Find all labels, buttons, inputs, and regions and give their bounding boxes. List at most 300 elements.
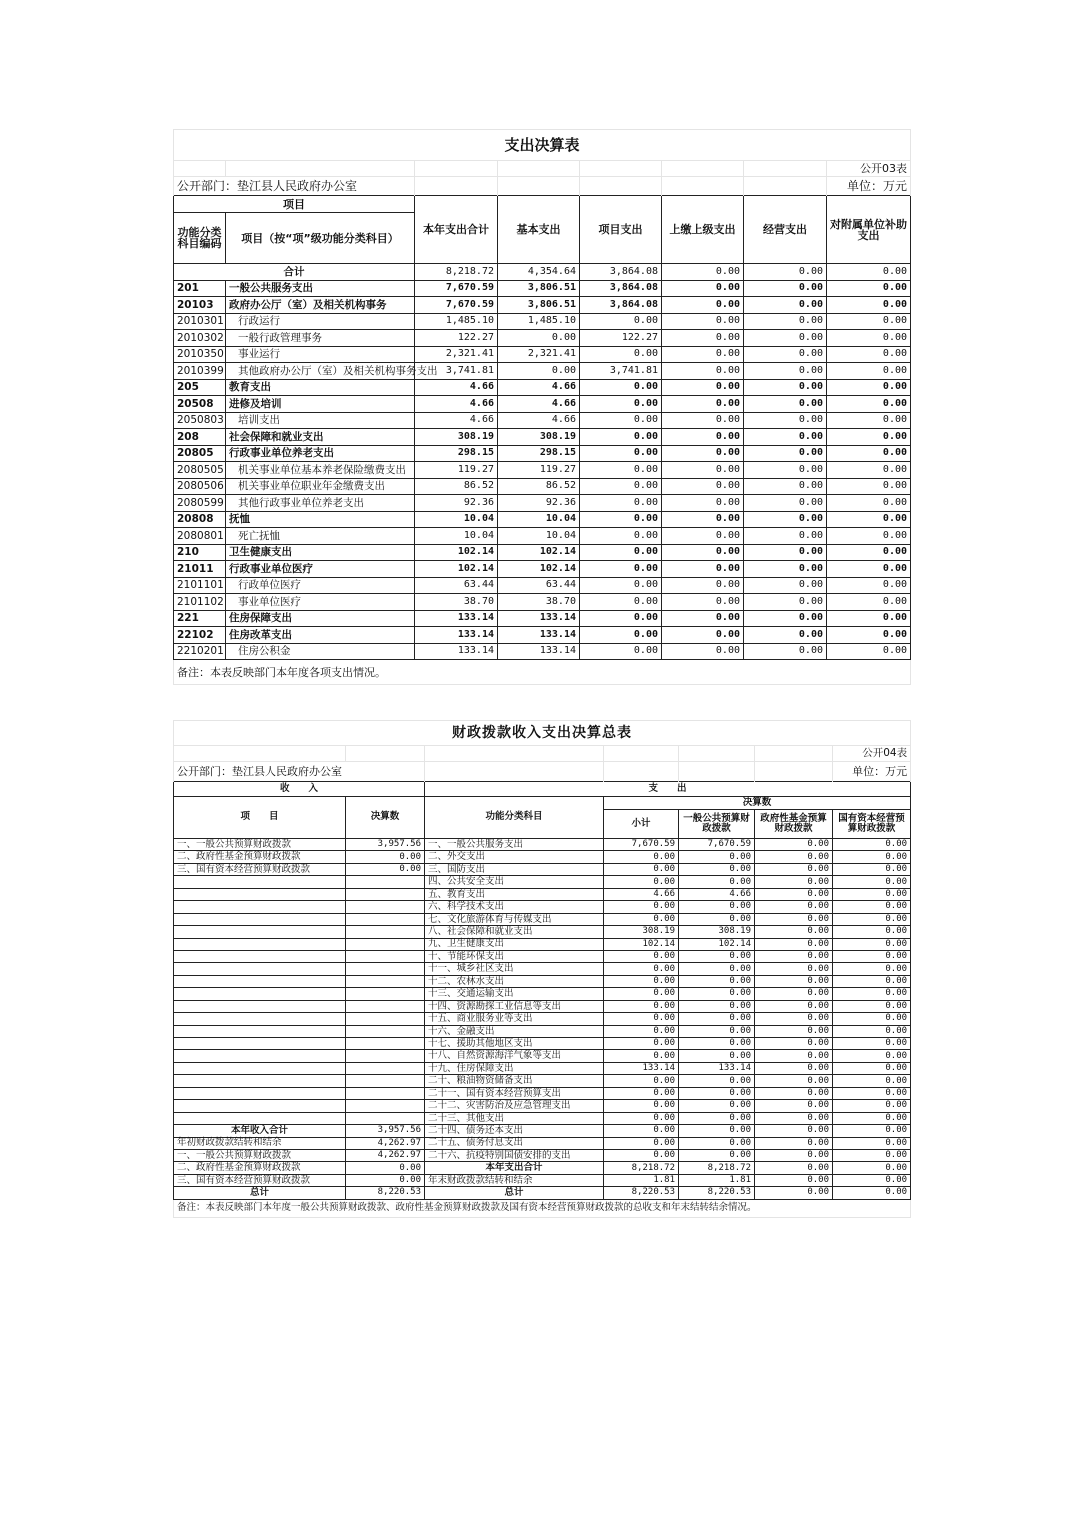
income-item — [174, 1038, 346, 1050]
row-value: 102.14 — [415, 544, 498, 561]
row-value: 0.00 — [827, 396, 911, 413]
table-row — [174, 1174, 911, 1186]
function-item: 二十三、其他支出 — [425, 1112, 604, 1124]
table-row — [174, 1025, 911, 1037]
header-final: 决算数 — [604, 797, 911, 810]
expense-value: 0.00 — [755, 1013, 833, 1025]
expense-value: 0.00 — [833, 963, 911, 975]
row-value: 0.00 — [827, 379, 911, 396]
income-amount — [346, 1000, 425, 1012]
header-code: 功能分类科目编码 — [174, 213, 226, 264]
row-code: 22102 — [174, 627, 226, 644]
income-item — [174, 1050, 346, 1062]
row-name: 行政运行 — [226, 313, 415, 330]
row-name: 行政事业单位医疗 — [226, 561, 415, 578]
row-value: 0.00 — [580, 577, 662, 594]
row-value: 0.00 — [662, 495, 744, 512]
row-value: 0.00 — [827, 330, 911, 347]
expense-value: 0.00 — [833, 1075, 911, 1087]
expense-value: 0.00 — [833, 1050, 911, 1062]
row-value: 102.14 — [498, 561, 580, 578]
row-name: 行政单位医疗 — [226, 577, 415, 594]
expenditure-table — [173, 129, 911, 685]
table-row — [174, 1112, 911, 1124]
header-subtotal: 小计 — [604, 810, 679, 839]
table-row — [174, 577, 911, 594]
row-name: 其他行政事业单位养老支出 — [226, 495, 415, 512]
expense-value: 0.00 — [679, 851, 755, 863]
expense-value: 0.00 — [833, 1174, 911, 1186]
expense-value: 0.00 — [755, 988, 833, 1000]
function-item: 二十、粮油物资储备支出 — [425, 1075, 604, 1087]
row-value: 0.00 — [744, 346, 827, 363]
total-value: 0.00 — [744, 264, 827, 281]
expense-value: 0.00 — [755, 1038, 833, 1050]
table-row — [174, 1100, 911, 1112]
expense-value: 0.00 — [679, 1038, 755, 1050]
income-amount — [346, 1050, 425, 1062]
expense-value: 0.00 — [755, 1000, 833, 1012]
expense-value: 0.00 — [755, 926, 833, 938]
row-code: 2050803 — [174, 412, 226, 429]
expense-value: 0.00 — [755, 1137, 833, 1149]
income-item: 总计 — [174, 1187, 346, 1199]
header-total: 本年支出合计 — [415, 196, 498, 264]
income-amount — [346, 876, 425, 888]
income-amount: 3,957.56 — [346, 1125, 425, 1137]
income-item — [174, 876, 346, 888]
row-code: 2010301 — [174, 313, 226, 330]
expense-value: 0.00 — [755, 839, 833, 851]
table-row — [174, 913, 911, 925]
row-value: 0.00 — [827, 363, 911, 380]
income-amount — [346, 963, 425, 975]
function-item: 十、节能环保支出 — [425, 950, 604, 962]
row-value: 0.00 — [744, 544, 827, 561]
expense-value: 0.00 — [755, 863, 833, 875]
table-row — [174, 379, 911, 396]
expense-value: 0.00 — [604, 1075, 679, 1087]
row-value: 0.00 — [827, 412, 911, 429]
income-item — [174, 1087, 346, 1099]
expense-value: 0.00 — [755, 1149, 833, 1161]
income-item — [174, 1062, 346, 1074]
row-value: 86.52 — [415, 478, 498, 495]
table-row — [174, 1062, 911, 1074]
income-item — [174, 901, 346, 913]
table1-form-number: 公开03表 — [827, 161, 911, 177]
row-value: 0.00 — [662, 643, 744, 660]
expense-value: 0.00 — [833, 1000, 911, 1012]
expense-value: 0.00 — [604, 1025, 679, 1037]
income-item — [174, 988, 346, 1000]
income-amount — [346, 950, 425, 962]
row-name: 一般行政管理事务 — [226, 330, 415, 347]
table-row — [174, 346, 911, 363]
expense-value: 0.00 — [833, 938, 911, 950]
row-value: 4.66 — [415, 396, 498, 413]
income-item: 一、一般公共预算财政拨款 — [174, 839, 346, 851]
row-name: 住房保障支出 — [226, 610, 415, 627]
total-value: 0.00 — [827, 264, 911, 281]
row-value: 63.44 — [415, 577, 498, 594]
income-amount: 0.00 — [346, 1162, 425, 1174]
row-value: 0.00 — [662, 313, 744, 330]
function-item: 十三、交通运输支出 — [425, 988, 604, 1000]
table-row — [174, 643, 911, 660]
expense-value: 0.00 — [604, 1013, 679, 1025]
row-name: 死亡抚恤 — [226, 528, 415, 545]
expense-value: 0.00 — [604, 1125, 679, 1137]
expense-value: 0.00 — [755, 1162, 833, 1174]
expense-value: 0.00 — [755, 913, 833, 925]
table-row — [174, 478, 911, 495]
expense-value: 0.00 — [755, 975, 833, 987]
row-value: 10.04 — [498, 528, 580, 545]
table-row — [174, 1125, 911, 1137]
row-value: 0.00 — [662, 478, 744, 495]
expense-value: 0.00 — [755, 1125, 833, 1137]
row-value: 119.27 — [498, 462, 580, 479]
row-value: 0.00 — [662, 561, 744, 578]
expense-value: 0.00 — [755, 1112, 833, 1124]
row-value: 7,670.59 — [415, 297, 498, 314]
expense-value: 102.14 — [679, 938, 755, 950]
row-value: 4.66 — [415, 412, 498, 429]
row-code: 2010302 — [174, 330, 226, 347]
row-value: 0.00 — [498, 363, 580, 380]
expense-value: 0.00 — [679, 1050, 755, 1062]
table-row — [174, 1038, 911, 1050]
row-value: 0.00 — [827, 627, 911, 644]
expense-value: 8,220.53 — [679, 1187, 755, 1199]
income-item: 三、国有资本经营预算财政拨款 — [174, 863, 346, 875]
row-name: 卫生健康支出 — [226, 544, 415, 561]
row-value: 38.70 — [498, 594, 580, 611]
table-row — [174, 926, 911, 938]
row-value: 0.00 — [662, 363, 744, 380]
expense-value: 0.00 — [833, 863, 911, 875]
table2-unit: 单位：万元 — [833, 762, 911, 782]
table-row — [174, 1087, 911, 1099]
row-name: 事业运行 — [226, 346, 415, 363]
income-item — [174, 975, 346, 987]
row-value: 0.00 — [662, 462, 744, 479]
expense-value: 102.14 — [604, 938, 679, 950]
expense-value: 0.00 — [604, 913, 679, 925]
expense-value: 0.00 — [755, 1174, 833, 1186]
function-item: 十七、援助其他地区支出 — [425, 1038, 604, 1050]
expense-value: 0.00 — [833, 1187, 911, 1199]
expense-value: 0.00 — [833, 1112, 911, 1124]
row-value: 10.04 — [415, 511, 498, 528]
header-project: 项目支出 — [580, 196, 662, 264]
row-value: 0.00 — [744, 330, 827, 347]
expense-value: 0.00 — [833, 876, 911, 888]
row-value: 119.27 — [415, 462, 498, 479]
header-project-group: 项目 — [174, 196, 415, 213]
table-row — [174, 313, 911, 330]
table2-department: 公开部门：垫江县人民政府办公室 — [174, 762, 425, 782]
header-general: 一般公共预算财政拨款 — [679, 810, 755, 839]
expense-value: 0.00 — [755, 1075, 833, 1087]
table1-note: 备注：本表反映部门本年度各项支出情况。 — [174, 660, 911, 685]
expense-value: 1.81 — [604, 1174, 679, 1186]
row-value: 0.00 — [827, 280, 911, 297]
row-value: 0.00 — [827, 445, 911, 462]
expense-value: 0.00 — [679, 975, 755, 987]
row-value: 308.19 — [415, 429, 498, 446]
expense-value: 0.00 — [679, 1000, 755, 1012]
row-value: 0.00 — [580, 627, 662, 644]
income-item — [174, 1100, 346, 1112]
row-value: 92.36 — [415, 495, 498, 512]
expense-value: 0.00 — [833, 839, 911, 851]
function-item: 九、卫生健康支出 — [425, 938, 604, 950]
table1-department: 公开部门：垫江县人民政府办公室 — [174, 177, 415, 196]
row-value: 0.00 — [498, 330, 580, 347]
income-amount — [346, 1025, 425, 1037]
row-name: 一般公共服务支出 — [226, 280, 415, 297]
row-code: 2210201 — [174, 643, 226, 660]
income-item — [174, 1112, 346, 1124]
row-value: 2,321.41 — [415, 346, 498, 363]
row-value: 133.14 — [415, 627, 498, 644]
income-amount — [346, 938, 425, 950]
expense-value: 0.00 — [755, 1100, 833, 1112]
expense-value: 0.00 — [833, 988, 911, 1000]
table-row — [174, 975, 911, 987]
row-code: 20805 — [174, 445, 226, 462]
fiscal-appropriation-summary-table — [173, 720, 911, 1218]
row-value: 0.00 — [662, 379, 744, 396]
row-name: 住房改革支出 — [226, 627, 415, 644]
table-row — [174, 610, 911, 627]
expense-value: 0.00 — [755, 1062, 833, 1074]
table-row — [174, 495, 911, 512]
row-value: 133.14 — [415, 643, 498, 660]
expense-value: 0.00 — [679, 913, 755, 925]
expense-value: 0.00 — [755, 1050, 833, 1062]
table-row — [174, 627, 911, 644]
expense-value: 0.00 — [833, 1013, 911, 1025]
income-amount: 3,957.56 — [346, 839, 425, 851]
row-value: 0.00 — [580, 396, 662, 413]
function-item: 六、科学技术支出 — [425, 901, 604, 913]
table2-title: 财政拨款收入支出决算总表 — [174, 721, 911, 746]
function-item: 七、文化旅游体育与传媒支出 — [425, 913, 604, 925]
expense-value: 4.66 — [604, 888, 679, 900]
function-item: 二、外交支出 — [425, 851, 604, 863]
expense-value: 0.00 — [755, 1187, 833, 1199]
table-row — [174, 363, 911, 380]
row-value: 0.00 — [662, 544, 744, 561]
table-row — [174, 561, 911, 578]
table-row — [174, 528, 911, 545]
row-code: 20103 — [174, 297, 226, 314]
row-name: 事业单位医疗 — [226, 594, 415, 611]
table-row — [174, 280, 911, 297]
row-value: 0.00 — [744, 495, 827, 512]
income-amount — [346, 975, 425, 987]
row-value: 0.00 — [580, 429, 662, 446]
expense-value: 0.00 — [833, 901, 911, 913]
function-item: 十二、农林水支出 — [425, 975, 604, 987]
header-name: 项目（按“项”级功能分类科目） — [226, 213, 415, 264]
row-value: 122.27 — [415, 330, 498, 347]
row-value: 3,806.51 — [498, 297, 580, 314]
row-code: 2010350 — [174, 346, 226, 363]
expense-value: 0.00 — [833, 950, 911, 962]
row-code: 21011 — [174, 561, 226, 578]
row-code: 2080801 — [174, 528, 226, 545]
income-item — [174, 913, 346, 925]
expense-value: 0.00 — [833, 1162, 911, 1174]
row-value: 298.15 — [498, 445, 580, 462]
expense-value: 308.19 — [604, 926, 679, 938]
expense-value: 1.81 — [679, 1174, 755, 1186]
expense-value: 0.00 — [679, 863, 755, 875]
expense-value: 0.00 — [679, 1013, 755, 1025]
expense-value: 0.00 — [833, 1149, 911, 1161]
expense-value: 0.00 — [833, 926, 911, 938]
row-value: 4.66 — [498, 396, 580, 413]
expense-value: 308.19 — [679, 926, 755, 938]
expense-value: 0.00 — [604, 901, 679, 913]
header-function: 功能分类科目 — [425, 797, 604, 839]
expense-value: 7,670.59 — [604, 839, 679, 851]
income-amount — [346, 901, 425, 913]
row-name: 教育支出 — [226, 379, 415, 396]
expense-value: 0.00 — [604, 1050, 679, 1062]
income-item — [174, 1025, 346, 1037]
row-value: 133.14 — [415, 610, 498, 627]
row-value: 0.00 — [744, 643, 827, 660]
row-value: 0.00 — [662, 445, 744, 462]
table2-note: 备注：本表反映部门本年度一般公共预算财政拨款、政府性基金预算财政拨款及国有资本经营预算财政拨款的总收支和年末结转结余情况。 — [174, 1199, 911, 1217]
header-income: 收 入 — [174, 782, 425, 797]
function-item: 年末财政拨款结转和结余 — [425, 1174, 604, 1186]
table1-title: 支出决算表 — [174, 130, 911, 161]
table-row — [174, 938, 911, 950]
row-code: 205 — [174, 379, 226, 396]
row-value: 63.44 — [498, 577, 580, 594]
expense-value: 0.00 — [604, 1149, 679, 1161]
table-row — [174, 863, 911, 875]
expense-value: 0.00 — [604, 1000, 679, 1012]
table-row — [174, 1000, 911, 1012]
expense-value: 0.00 — [755, 851, 833, 863]
expense-value: 0.00 — [604, 1100, 679, 1112]
row-code: 2101102 — [174, 594, 226, 611]
table-row — [174, 412, 911, 429]
row-value: 0.00 — [580, 544, 662, 561]
expense-value: 0.00 — [755, 876, 833, 888]
row-name: 机关事业单位职业年金缴费支出 — [226, 478, 415, 495]
table-row — [174, 1137, 911, 1149]
row-name: 进修及培训 — [226, 396, 415, 413]
row-value: 0.00 — [662, 346, 744, 363]
function-item: 本年支出合计 — [425, 1162, 604, 1174]
total-value: 8,218.72 — [415, 264, 498, 281]
row-code: 20508 — [174, 396, 226, 413]
row-value: 0.00 — [580, 643, 662, 660]
row-code: 2080599 — [174, 495, 226, 512]
row-value: 0.00 — [580, 528, 662, 545]
table-row — [174, 901, 911, 913]
row-code: 2080506 — [174, 478, 226, 495]
row-value: 0.00 — [827, 346, 911, 363]
row-value: 0.00 — [827, 577, 911, 594]
row-value: 0.00 — [662, 528, 744, 545]
expense-value: 0.00 — [604, 1112, 679, 1124]
function-item: 八、社会保障和就业支出 — [425, 926, 604, 938]
income-item — [174, 950, 346, 962]
row-name: 培训支出 — [226, 412, 415, 429]
row-value: 0.00 — [744, 627, 827, 644]
row-value: 0.00 — [827, 313, 911, 330]
expense-value: 0.00 — [833, 913, 911, 925]
row-value: 0.00 — [580, 478, 662, 495]
row-value: 133.14 — [498, 610, 580, 627]
total-value: 4,354.64 — [498, 264, 580, 281]
row-value: 122.27 — [580, 330, 662, 347]
expense-value: 0.00 — [833, 1025, 911, 1037]
row-code: 20808 — [174, 511, 226, 528]
table-row — [174, 544, 911, 561]
expense-value: 0.00 — [679, 876, 755, 888]
row-value: 0.00 — [827, 643, 911, 660]
expense-value: 0.00 — [679, 988, 755, 1000]
row-value: 4.66 — [415, 379, 498, 396]
expense-value: 0.00 — [604, 1038, 679, 1050]
row-value: 0.00 — [662, 297, 744, 314]
expense-value: 0.00 — [679, 950, 755, 962]
function-item: 二十四、债务还本支出 — [425, 1125, 604, 1137]
total-row — [174, 264, 911, 281]
row-value: 4.66 — [498, 412, 580, 429]
function-item: 四、公共安全支出 — [425, 876, 604, 888]
row-value: 0.00 — [662, 594, 744, 611]
row-value: 3,806.51 — [498, 280, 580, 297]
income-amount: 8,220.53 — [346, 1187, 425, 1199]
expense-value: 0.00 — [679, 1112, 755, 1124]
row-code: 2080505 — [174, 462, 226, 479]
function-item: 二十二、灾害防治及应急管理支出 — [425, 1100, 604, 1112]
row-value: 10.04 — [415, 528, 498, 545]
expense-value: 0.00 — [604, 950, 679, 962]
expense-value: 0.00 — [679, 1025, 755, 1037]
row-value: 0.00 — [744, 297, 827, 314]
row-value: 298.15 — [415, 445, 498, 462]
row-value: 0.00 — [744, 379, 827, 396]
table-row — [174, 839, 911, 851]
expense-value: 0.00 — [679, 1125, 755, 1137]
function-item: 二十五、债务付息支出 — [425, 1137, 604, 1149]
row-value: 308.19 — [498, 429, 580, 446]
table-row — [174, 888, 911, 900]
income-item — [174, 926, 346, 938]
header-expense: 支 出 — [425, 782, 911, 797]
income-amount — [346, 888, 425, 900]
function-item: 十八、自然资源海洋气象等支出 — [425, 1050, 604, 1062]
income-amount — [346, 926, 425, 938]
expense-value: 0.00 — [755, 901, 833, 913]
row-code: 2101101 — [174, 577, 226, 594]
function-item: 三、国防支出 — [425, 863, 604, 875]
table1-unit: 单位：万元 — [827, 177, 911, 196]
row-value: 0.00 — [827, 462, 911, 479]
